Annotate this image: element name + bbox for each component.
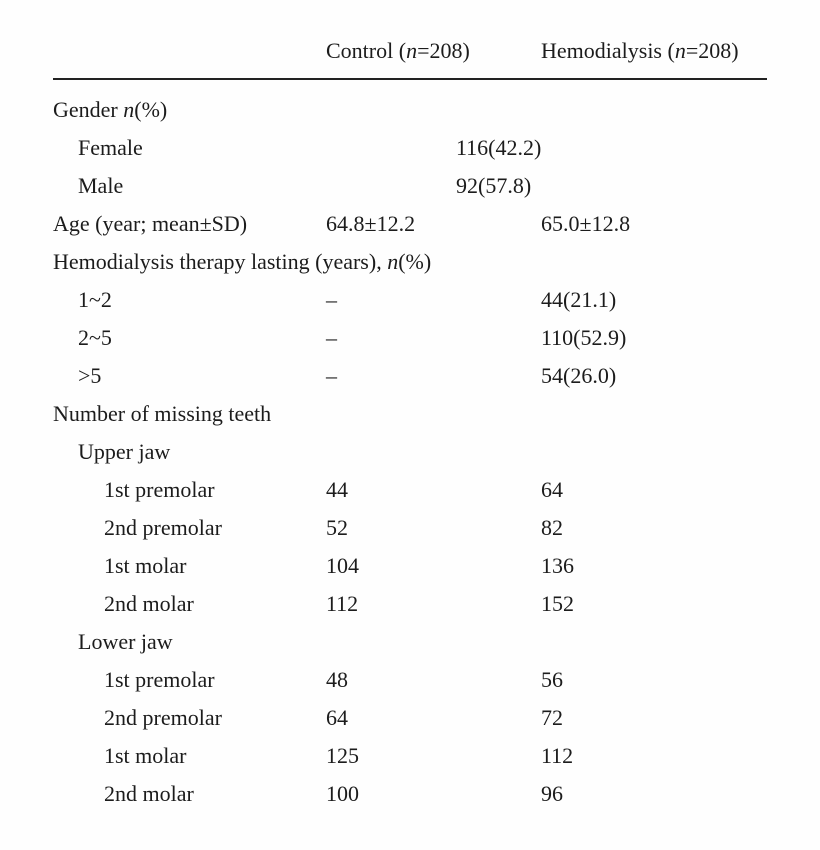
row-label-text: 1st molar (104, 553, 187, 578)
row-label (53, 205, 247, 243)
row-label (78, 167, 123, 205)
table-row (0, 775, 820, 813)
hemodialysis-value: 65.0±12.8 (541, 211, 631, 236)
row-label-text: Number of missing teeth (53, 401, 272, 426)
control-value: – (326, 325, 337, 350)
control-value: 48 (326, 667, 348, 692)
control-value: – (326, 363, 337, 388)
header-control-prefix: Control ( (326, 38, 407, 63)
row-label-text: 1st premolar (104, 477, 215, 502)
row-label (53, 91, 167, 129)
control-value: 100 (326, 781, 359, 806)
table-row (0, 319, 820, 357)
row-label (78, 433, 170, 471)
table-row (0, 737, 820, 775)
table-row (0, 357, 820, 395)
row-label (53, 395, 271, 433)
row-label-text: 2nd molar (104, 591, 194, 616)
row-label-text: Gender (53, 97, 124, 122)
control-value: 44 (326, 477, 348, 502)
control-value: 64.8±12.2 (326, 211, 416, 236)
table-row (0, 205, 820, 243)
row-label-italic: n (123, 97, 135, 122)
row-label (78, 623, 173, 661)
table-row (0, 129, 820, 167)
control-value: 112 (326, 591, 359, 616)
row-label (78, 319, 112, 357)
hemodialysis-value: 72 (541, 705, 563, 730)
row-label (104, 509, 222, 547)
table-row (0, 509, 820, 547)
row-label-text: Male (78, 173, 124, 198)
header-control (326, 36, 470, 66)
header-hemodialysis (541, 36, 739, 66)
table-row (0, 167, 820, 205)
merged-value: 116(42.2) (456, 135, 542, 160)
row-label-text: >5 (78, 363, 102, 388)
table-row (0, 699, 820, 737)
table-row (0, 243, 820, 281)
row-label-text: Hemodialysis therapy lasting (years), (53, 249, 388, 274)
table-row (0, 395, 820, 433)
control-value: 104 (326, 553, 359, 578)
row-label-italic: n (387, 249, 399, 274)
table-row (0, 281, 820, 319)
row-label (104, 775, 194, 813)
row-label (104, 585, 194, 623)
control-value: – (326, 287, 337, 312)
control-value: 52 (326, 515, 348, 540)
row-label (104, 699, 222, 737)
table-row (0, 585, 820, 623)
header-control-n: n (406, 38, 418, 63)
row-label-text: Lower jaw (78, 629, 173, 654)
control-value: 64 (326, 705, 348, 730)
row-label (104, 661, 215, 699)
row-label-text: 2nd premolar (104, 515, 222, 540)
header-hemodialysis-n: n (674, 38, 686, 63)
table-row (0, 471, 820, 509)
hemodialysis-value: 56 (541, 667, 563, 692)
hemodialysis-value: 112 (541, 743, 574, 768)
table-row (0, 661, 820, 699)
row-label (104, 547, 187, 585)
table-row (0, 547, 820, 585)
hemodialysis-value: 64 (541, 477, 563, 502)
header-hemodialysis-prefix: Hemodialysis ( (541, 38, 675, 63)
row-label (78, 281, 112, 319)
table-row (0, 91, 820, 129)
row-label-text: 1st molar (104, 743, 187, 768)
control-value: 125 (326, 743, 359, 768)
hemodialysis-value: 152 (541, 591, 574, 616)
header-hemodialysis-suffix: =208) (685, 38, 739, 63)
row-label-text: Upper jaw (78, 439, 171, 464)
row-label-text: 2nd molar (104, 781, 194, 806)
table-header (0, 36, 820, 66)
row-label-suffix: (%) (398, 249, 432, 274)
row-label (78, 129, 143, 167)
row-label-text: 1st premolar (104, 667, 215, 692)
row-label-text: 2~5 (78, 325, 112, 350)
row-label-text: Age (year; mean±SD) (53, 211, 248, 236)
hemodialysis-value: 136 (541, 553, 574, 578)
hemodialysis-value: 110(52.9) (541, 325, 627, 350)
row-label (104, 737, 187, 775)
hemodialysis-value: 44(21.1) (541, 287, 617, 312)
header-control-suffix: =208) (417, 38, 470, 63)
hemodialysis-value: 82 (541, 515, 563, 540)
hemodialysis-value: 96 (541, 781, 563, 806)
row-label (78, 357, 101, 395)
row-label-suffix: (%) (134, 97, 168, 122)
header-rule (53, 78, 767, 80)
table-row (0, 433, 820, 471)
row-label-text: 1~2 (78, 287, 112, 312)
row-label (104, 471, 215, 509)
table-row (0, 623, 820, 661)
row-label (53, 243, 431, 281)
hemodialysis-value: 54(26.0) (541, 363, 617, 388)
row-label-text: Female (78, 135, 143, 160)
row-label-text: 2nd premolar (104, 705, 222, 730)
merged-value: 92(57.8) (456, 173, 532, 198)
